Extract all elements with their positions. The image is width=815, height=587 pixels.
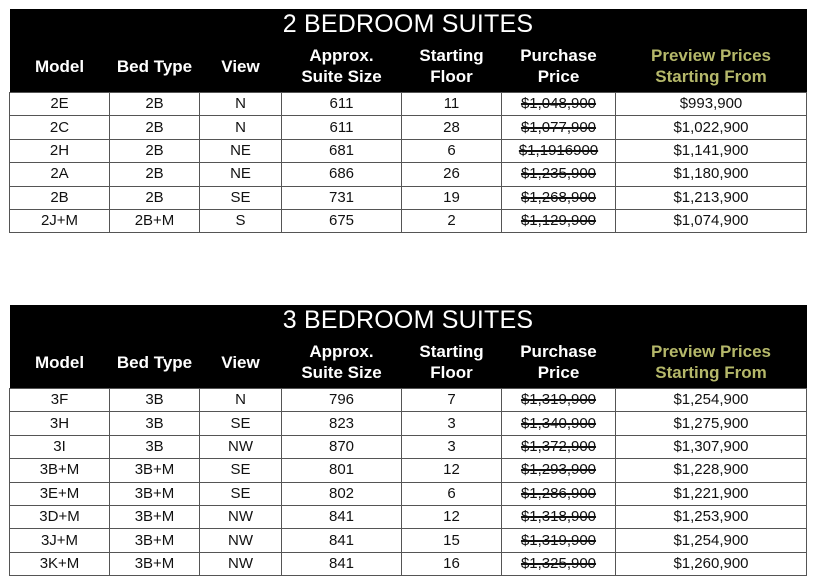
col-header-floor-line1: Starting bbox=[419, 342, 484, 361]
cell-model: 3F bbox=[10, 389, 110, 412]
cell-floor: 28 bbox=[402, 116, 502, 139]
cell-floor: 16 bbox=[402, 552, 502, 575]
cell-preview-price: $1,213,900 bbox=[616, 186, 807, 209]
cell-bed-type: 3B+M bbox=[110, 552, 200, 575]
cell-preview-price: $1,180,900 bbox=[616, 163, 807, 186]
col-header-suite-size bbox=[282, 336, 402, 389]
cell-model: 3H bbox=[10, 412, 110, 435]
col-header-preview-line1: Preview Prices bbox=[650, 342, 772, 361]
table-row bbox=[10, 209, 807, 232]
col-header-preview-line2: Starting From bbox=[655, 67, 767, 86]
cell-preview-price: $1,260,900 bbox=[616, 552, 807, 575]
cell-view: S bbox=[200, 209, 282, 232]
cell-suite-size: 801 bbox=[282, 459, 402, 482]
cell-floor: 12 bbox=[402, 459, 502, 482]
cell-bed-type: 2B bbox=[110, 139, 200, 162]
col-header-preview bbox=[616, 40, 807, 93]
cell-model: 3B+M bbox=[10, 459, 110, 482]
cell-floor: 7 bbox=[402, 389, 502, 412]
cell-bed-type: 3B bbox=[110, 435, 200, 458]
cell-suite-size: 681 bbox=[282, 139, 402, 162]
cell-suite-size: 796 bbox=[282, 389, 402, 412]
cell-suite-size: 841 bbox=[282, 552, 402, 575]
col-header-view: View bbox=[200, 40, 282, 93]
col-header-floor bbox=[402, 336, 502, 389]
col-header-suite-size-line2: Suite Size bbox=[301, 67, 382, 86]
col-header-floor-line1: Starting bbox=[419, 46, 484, 65]
cell-purchase-price: $1,268,900 bbox=[502, 186, 616, 209]
cell-model: 3K+M bbox=[10, 552, 110, 575]
header-row bbox=[10, 336, 807, 389]
cell-preview-price: $1,253,900 bbox=[616, 505, 807, 528]
cell-model: 2J+M bbox=[10, 209, 110, 232]
table-row bbox=[10, 459, 807, 482]
col-header-purchase-line2: Price bbox=[537, 363, 580, 382]
cell-view: NE bbox=[200, 139, 282, 162]
col-header-suite-size bbox=[282, 40, 402, 93]
cell-floor: 11 bbox=[402, 93, 502, 116]
cell-view: SE bbox=[200, 186, 282, 209]
table-row bbox=[10, 552, 807, 575]
cell-purchase-price: $1,235,900 bbox=[502, 163, 616, 186]
cell-purchase-price: $1,129,900 bbox=[502, 209, 616, 232]
cell-bed-type: 3B+M bbox=[110, 482, 200, 505]
cell-bed-type: 3B+M bbox=[110, 505, 200, 528]
cell-bed-type: 3B bbox=[110, 412, 200, 435]
cell-bed-type: 2B bbox=[110, 116, 200, 139]
cell-view: SE bbox=[200, 459, 282, 482]
cell-preview-price: $1,307,900 bbox=[616, 435, 807, 458]
cell-view: N bbox=[200, 389, 282, 412]
cell-purchase-price: $1,077,900 bbox=[502, 116, 616, 139]
col-header-model: Model bbox=[10, 336, 110, 389]
cell-model: 2A bbox=[10, 163, 110, 186]
col-header-floor-line2: Floor bbox=[430, 363, 473, 382]
col-header-suite-size-line2: Suite Size bbox=[301, 363, 382, 382]
cell-view: N bbox=[200, 116, 282, 139]
col-header-suite-size-line1: Approx. bbox=[309, 46, 374, 65]
table-title: 2 BEDROOM SUITES bbox=[10, 9, 807, 40]
col-header-floor-line2: Floor bbox=[430, 67, 473, 86]
cell-floor: 15 bbox=[402, 529, 502, 552]
cell-preview-price: $1,221,900 bbox=[616, 482, 807, 505]
cell-purchase-price: $1,319,900 bbox=[502, 529, 616, 552]
cell-floor: 6 bbox=[402, 482, 502, 505]
col-header-purchase-line2: Price bbox=[537, 67, 580, 86]
cell-preview-price: $1,228,900 bbox=[616, 459, 807, 482]
table-row bbox=[10, 505, 807, 528]
cell-view: NW bbox=[200, 529, 282, 552]
cell-floor: 26 bbox=[402, 163, 502, 186]
cell-preview-price: $1,254,900 bbox=[616, 529, 807, 552]
cell-suite-size: 731 bbox=[282, 186, 402, 209]
cell-suite-size: 841 bbox=[282, 529, 402, 552]
cell-suite-size: 611 bbox=[282, 93, 402, 116]
cell-purchase-price: $1,293,900 bbox=[502, 459, 616, 482]
cell-purchase-price: $1,340,900 bbox=[502, 412, 616, 435]
table-row bbox=[10, 163, 807, 186]
table-row bbox=[10, 529, 807, 552]
cell-floor: 12 bbox=[402, 505, 502, 528]
col-header-purchase bbox=[502, 40, 616, 93]
two-bedroom-table bbox=[9, 9, 807, 233]
cell-model: 3J+M bbox=[10, 529, 110, 552]
cell-model: 2B bbox=[10, 186, 110, 209]
table-row bbox=[10, 116, 807, 139]
cell-view: N bbox=[200, 93, 282, 116]
cell-bed-type: 3B bbox=[110, 389, 200, 412]
cell-preview-price: $1,254,900 bbox=[616, 389, 807, 412]
cell-suite-size: 802 bbox=[282, 482, 402, 505]
cell-bed-type: 2B+M bbox=[110, 209, 200, 232]
table-row bbox=[10, 186, 807, 209]
cell-purchase-price: $1,1916900 bbox=[502, 139, 616, 162]
col-header-purchase-line1: Purchase bbox=[520, 46, 597, 65]
cell-suite-size: 841 bbox=[282, 505, 402, 528]
table-row bbox=[10, 482, 807, 505]
cell-purchase-price: $1,325,900 bbox=[502, 552, 616, 575]
table-row bbox=[10, 93, 807, 116]
cell-model: 2C bbox=[10, 116, 110, 139]
three-bedroom-table bbox=[9, 305, 807, 576]
cell-view: SE bbox=[200, 412, 282, 435]
cell-purchase-price: $1,318,900 bbox=[502, 505, 616, 528]
cell-suite-size: 611 bbox=[282, 116, 402, 139]
cell-model: 3D+M bbox=[10, 505, 110, 528]
cell-bed-type: 2B bbox=[110, 163, 200, 186]
col-header-suite-size-line1: Approx. bbox=[309, 342, 374, 361]
col-header-bed-type: Bed Type bbox=[110, 336, 200, 389]
cell-preview-price: $1,275,900 bbox=[616, 412, 807, 435]
cell-view: NE bbox=[200, 163, 282, 186]
cell-preview-price: $1,022,900 bbox=[616, 116, 807, 139]
table-body bbox=[10, 93, 807, 233]
cell-view: SE bbox=[200, 482, 282, 505]
table-row bbox=[10, 389, 807, 412]
cell-bed-type: 2B bbox=[110, 186, 200, 209]
cell-preview-price: $1,074,900 bbox=[616, 209, 807, 232]
cell-model: 3E+M bbox=[10, 482, 110, 505]
cell-suite-size: 675 bbox=[282, 209, 402, 232]
cell-bed-type: 3B+M bbox=[110, 529, 200, 552]
table-row bbox=[10, 435, 807, 458]
cell-floor: 2 bbox=[402, 209, 502, 232]
cell-preview-price: $1,141,900 bbox=[616, 139, 807, 162]
cell-preview-price: $993,900 bbox=[616, 93, 807, 116]
cell-suite-size: 686 bbox=[282, 163, 402, 186]
cell-bed-type: 3B+M bbox=[110, 459, 200, 482]
col-header-view: View bbox=[200, 336, 282, 389]
col-header-floor bbox=[402, 40, 502, 93]
table-row bbox=[10, 412, 807, 435]
cell-floor: 3 bbox=[402, 412, 502, 435]
col-header-preview bbox=[616, 336, 807, 389]
cell-suite-size: 870 bbox=[282, 435, 402, 458]
cell-model: 2E bbox=[10, 93, 110, 116]
col-header-model: Model bbox=[10, 40, 110, 93]
cell-view: NW bbox=[200, 435, 282, 458]
cell-floor: 6 bbox=[402, 139, 502, 162]
header-row bbox=[10, 40, 807, 93]
cell-floor: 19 bbox=[402, 186, 502, 209]
table-title: 3 BEDROOM SUITES bbox=[10, 305, 807, 336]
cell-floor: 3 bbox=[402, 435, 502, 458]
cell-model: 2H bbox=[10, 139, 110, 162]
cell-view: NW bbox=[200, 552, 282, 575]
col-header-preview-line2: Starting From bbox=[655, 363, 767, 382]
cell-purchase-price: $1,286,900 bbox=[502, 482, 616, 505]
cell-purchase-price: $1,319,900 bbox=[502, 389, 616, 412]
col-header-preview-line1: Preview Prices bbox=[650, 46, 772, 65]
table-row bbox=[10, 139, 807, 162]
cell-model: 3I bbox=[10, 435, 110, 458]
col-header-bed-type: Bed Type bbox=[110, 40, 200, 93]
cell-purchase-price: $1,372,900 bbox=[502, 435, 616, 458]
cell-view: NW bbox=[200, 505, 282, 528]
cell-purchase-price: $1,048,900 bbox=[502, 93, 616, 116]
table-body bbox=[10, 389, 807, 576]
col-header-purchase bbox=[502, 336, 616, 389]
cell-bed-type: 2B bbox=[110, 93, 200, 116]
cell-suite-size: 823 bbox=[282, 412, 402, 435]
col-header-purchase-line1: Purchase bbox=[520, 342, 597, 361]
